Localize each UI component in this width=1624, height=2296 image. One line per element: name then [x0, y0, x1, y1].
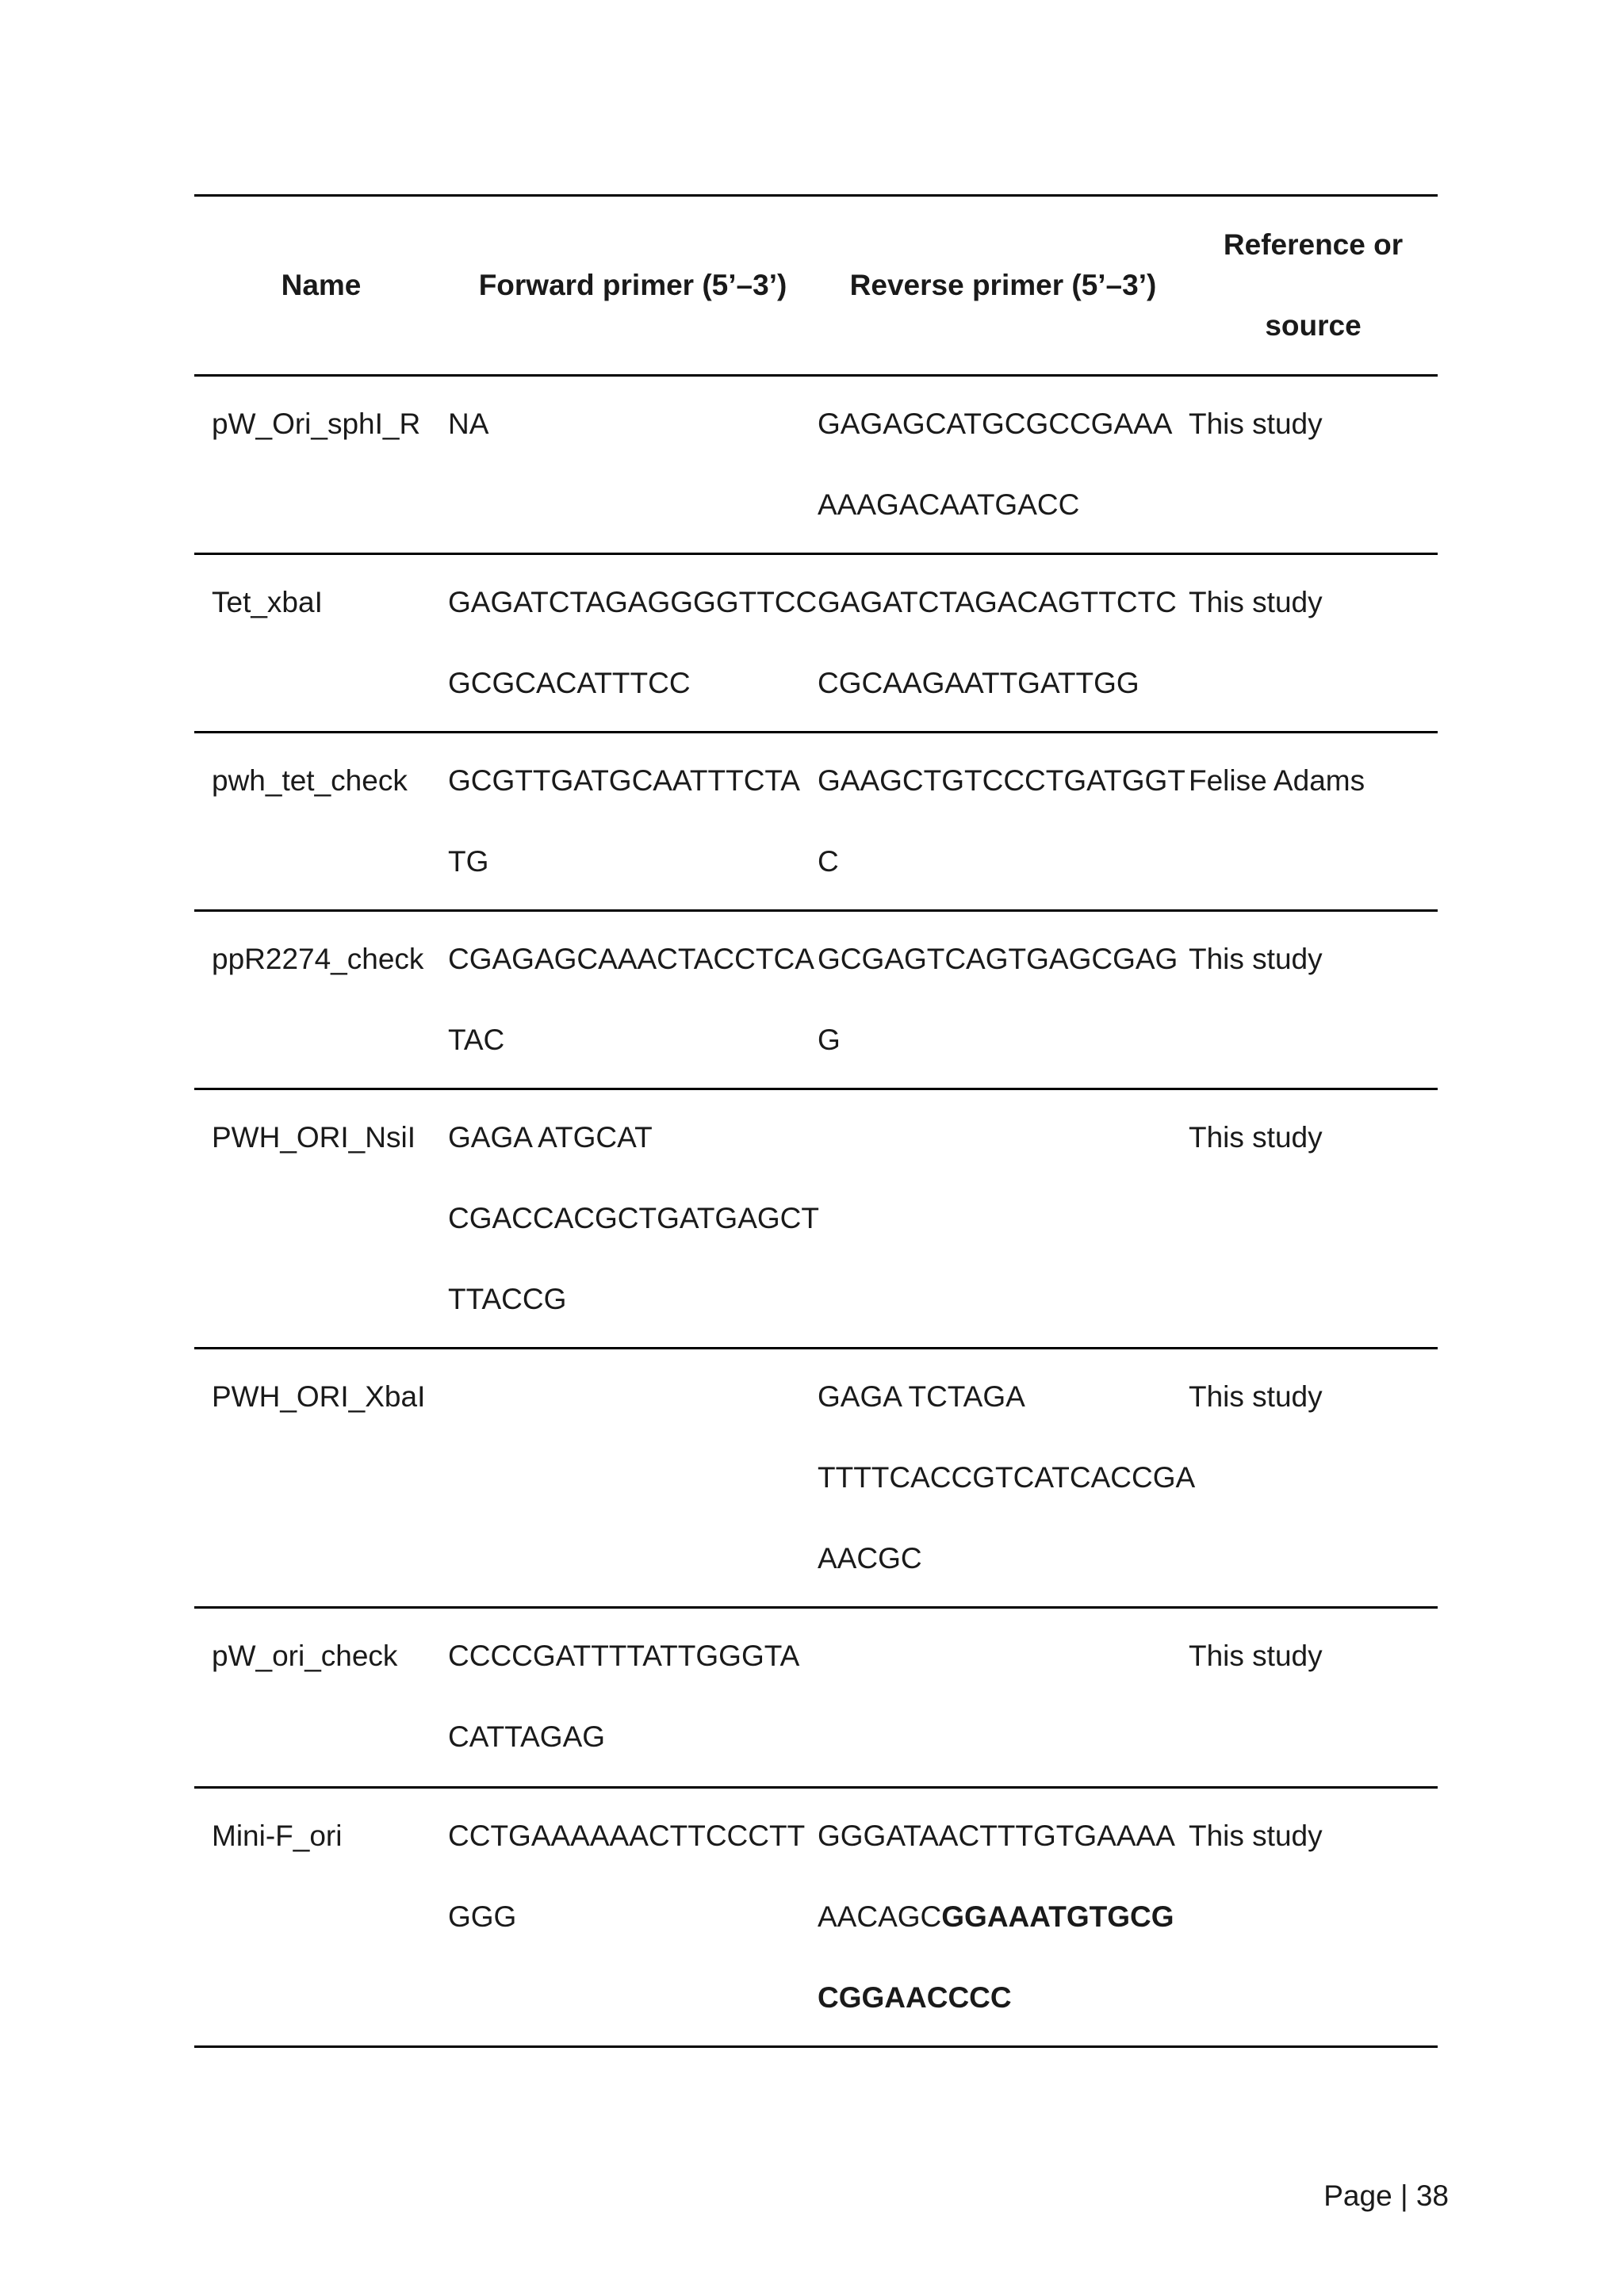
- sequence-line: GCGTTGATGCAATTTCTA: [448, 764, 800, 797]
- sequence-line: GGGATAACTTTGTGAAAA: [818, 1820, 1175, 1852]
- header-reference-line1: Reference or: [1223, 228, 1404, 261]
- table-row: [194, 1786, 1438, 2045]
- forward-primer: [448, 555, 818, 731]
- table-row: [194, 731, 1438, 909]
- table-row: [194, 909, 1438, 1088]
- primer-name: Tet_xbaI: [212, 586, 323, 618]
- reference-source: This study: [1189, 943, 1323, 975]
- sequence-line: TTTTCACCGTCATCACCGA: [818, 1461, 1196, 1494]
- sequence-line: AAAGACAATGACC: [818, 488, 1080, 521]
- header-reference-line2: source: [1265, 309, 1362, 342]
- sequence-bold: GGAAATGTGCG: [941, 1900, 1174, 1933]
- forward-primer: [448, 1609, 818, 1786]
- sequence-line: G: [818, 1024, 841, 1056]
- sequence-line: GAGA TCTAGA: [818, 1380, 1025, 1413]
- primer-table: [194, 194, 1438, 2048]
- forward-primer: [448, 377, 818, 553]
- reverse-primer: [818, 1349, 1196, 1606]
- sequence-line: CGAGAGCAAACTACCTCA: [448, 943, 814, 975]
- forward-primer: [448, 1090, 818, 1347]
- sequence-line: CGCAAGAATTGATTGG: [818, 667, 1139, 699]
- primer-name: PWH_ORI_XbaI: [212, 1380, 426, 1413]
- reverse-primer: [818, 733, 1189, 909]
- reverse-primer: [818, 1609, 1189, 1786]
- header-name: Name: [281, 269, 362, 301]
- sequence-line: NA: [448, 408, 489, 440]
- reference-source: This study: [1189, 1380, 1323, 1413]
- sequence-line: [818, 1877, 1189, 1957]
- sequence-line: GGG: [448, 1900, 517, 1933]
- sequence-line: AACGC: [818, 1542, 922, 1575]
- reference-source: This study: [1189, 586, 1323, 618]
- sequence-line: GAGATCTAGACAGTTCTC: [818, 586, 1177, 618]
- sequence-line: GAGA ATGCAT: [448, 1121, 653, 1154]
- primer-name: pW_Ori_sphI_R: [212, 408, 421, 440]
- page-number: Page | 38: [1323, 2179, 1449, 2212]
- reverse-primer: [818, 1090, 1189, 1347]
- table-row: [194, 1606, 1438, 1786]
- header-reverse-primer: Reverse primer (5’–3’): [849, 269, 1157, 301]
- sequence-line: CCTGAAAAAACTTCCCTT: [448, 1820, 806, 1852]
- forward-primer: [448, 1789, 818, 2045]
- primer-name: ppR2274_check: [212, 943, 424, 975]
- reverse-primer: [818, 1789, 1189, 2045]
- sequence-line: CATTAGAG: [448, 1720, 606, 1753]
- reverse-primer: [818, 555, 1189, 731]
- primer-name: Mini-F_ori: [212, 1820, 343, 1852]
- sequence-line: GCGAGTCAGTGAGCGAG: [818, 943, 1178, 975]
- sequence-line: CGACCACGCTGATGAGCT: [448, 1202, 819, 1234]
- reverse-primer: [818, 377, 1189, 553]
- sequence-line: TG: [448, 845, 489, 878]
- sequence-line: TTACCG: [448, 1283, 567, 1315]
- reference-source: Felise Adams: [1189, 764, 1365, 797]
- header-reference: [1189, 205, 1438, 366]
- reference-source: This study: [1189, 1121, 1323, 1154]
- forward-primer: [448, 1349, 818, 1606]
- sequence-line: TAC: [448, 1024, 505, 1056]
- sequence-line: CCCCGATTTTATTGGGTA: [448, 1640, 800, 1672]
- sequence-line: GAGAGCATGCGCCGAAA: [818, 408, 1173, 440]
- reference-source: This study: [1189, 1820, 1323, 1852]
- sequence-line: GCGCACATTTCC: [448, 667, 691, 699]
- table-bottom-rule: [194, 2045, 1438, 2048]
- reverse-primer: [818, 912, 1189, 1088]
- table-row: [194, 553, 1438, 731]
- sequence-line: GAAGCTGTCCCTGATGGT: [818, 764, 1185, 797]
- header-forward-primer: Forward primer (5’–3’): [478, 269, 787, 301]
- sequence-plain: AACAGC: [818, 1900, 942, 1933]
- forward-primer: [448, 733, 818, 909]
- table-row: [194, 374, 1438, 553]
- reference-source: This study: [1189, 408, 1323, 440]
- reference-source: This study: [1189, 1640, 1323, 1672]
- table-row: [194, 1088, 1438, 1347]
- primer-name: pwh_tet_check: [212, 764, 408, 797]
- primer-name: pW_ori_check: [212, 1640, 398, 1672]
- table-row: [194, 1347, 1438, 1606]
- sequence-line: GAGATCTAGAGGGGTTCC: [448, 586, 818, 618]
- forward-primer: [448, 912, 818, 1088]
- sequence-line: C: [818, 845, 839, 878]
- sequence-line: CGGAACCCC: [818, 1981, 1012, 2014]
- table-header-row: [194, 194, 1438, 374]
- primer-name: PWH_ORI_NsiI: [212, 1121, 416, 1154]
